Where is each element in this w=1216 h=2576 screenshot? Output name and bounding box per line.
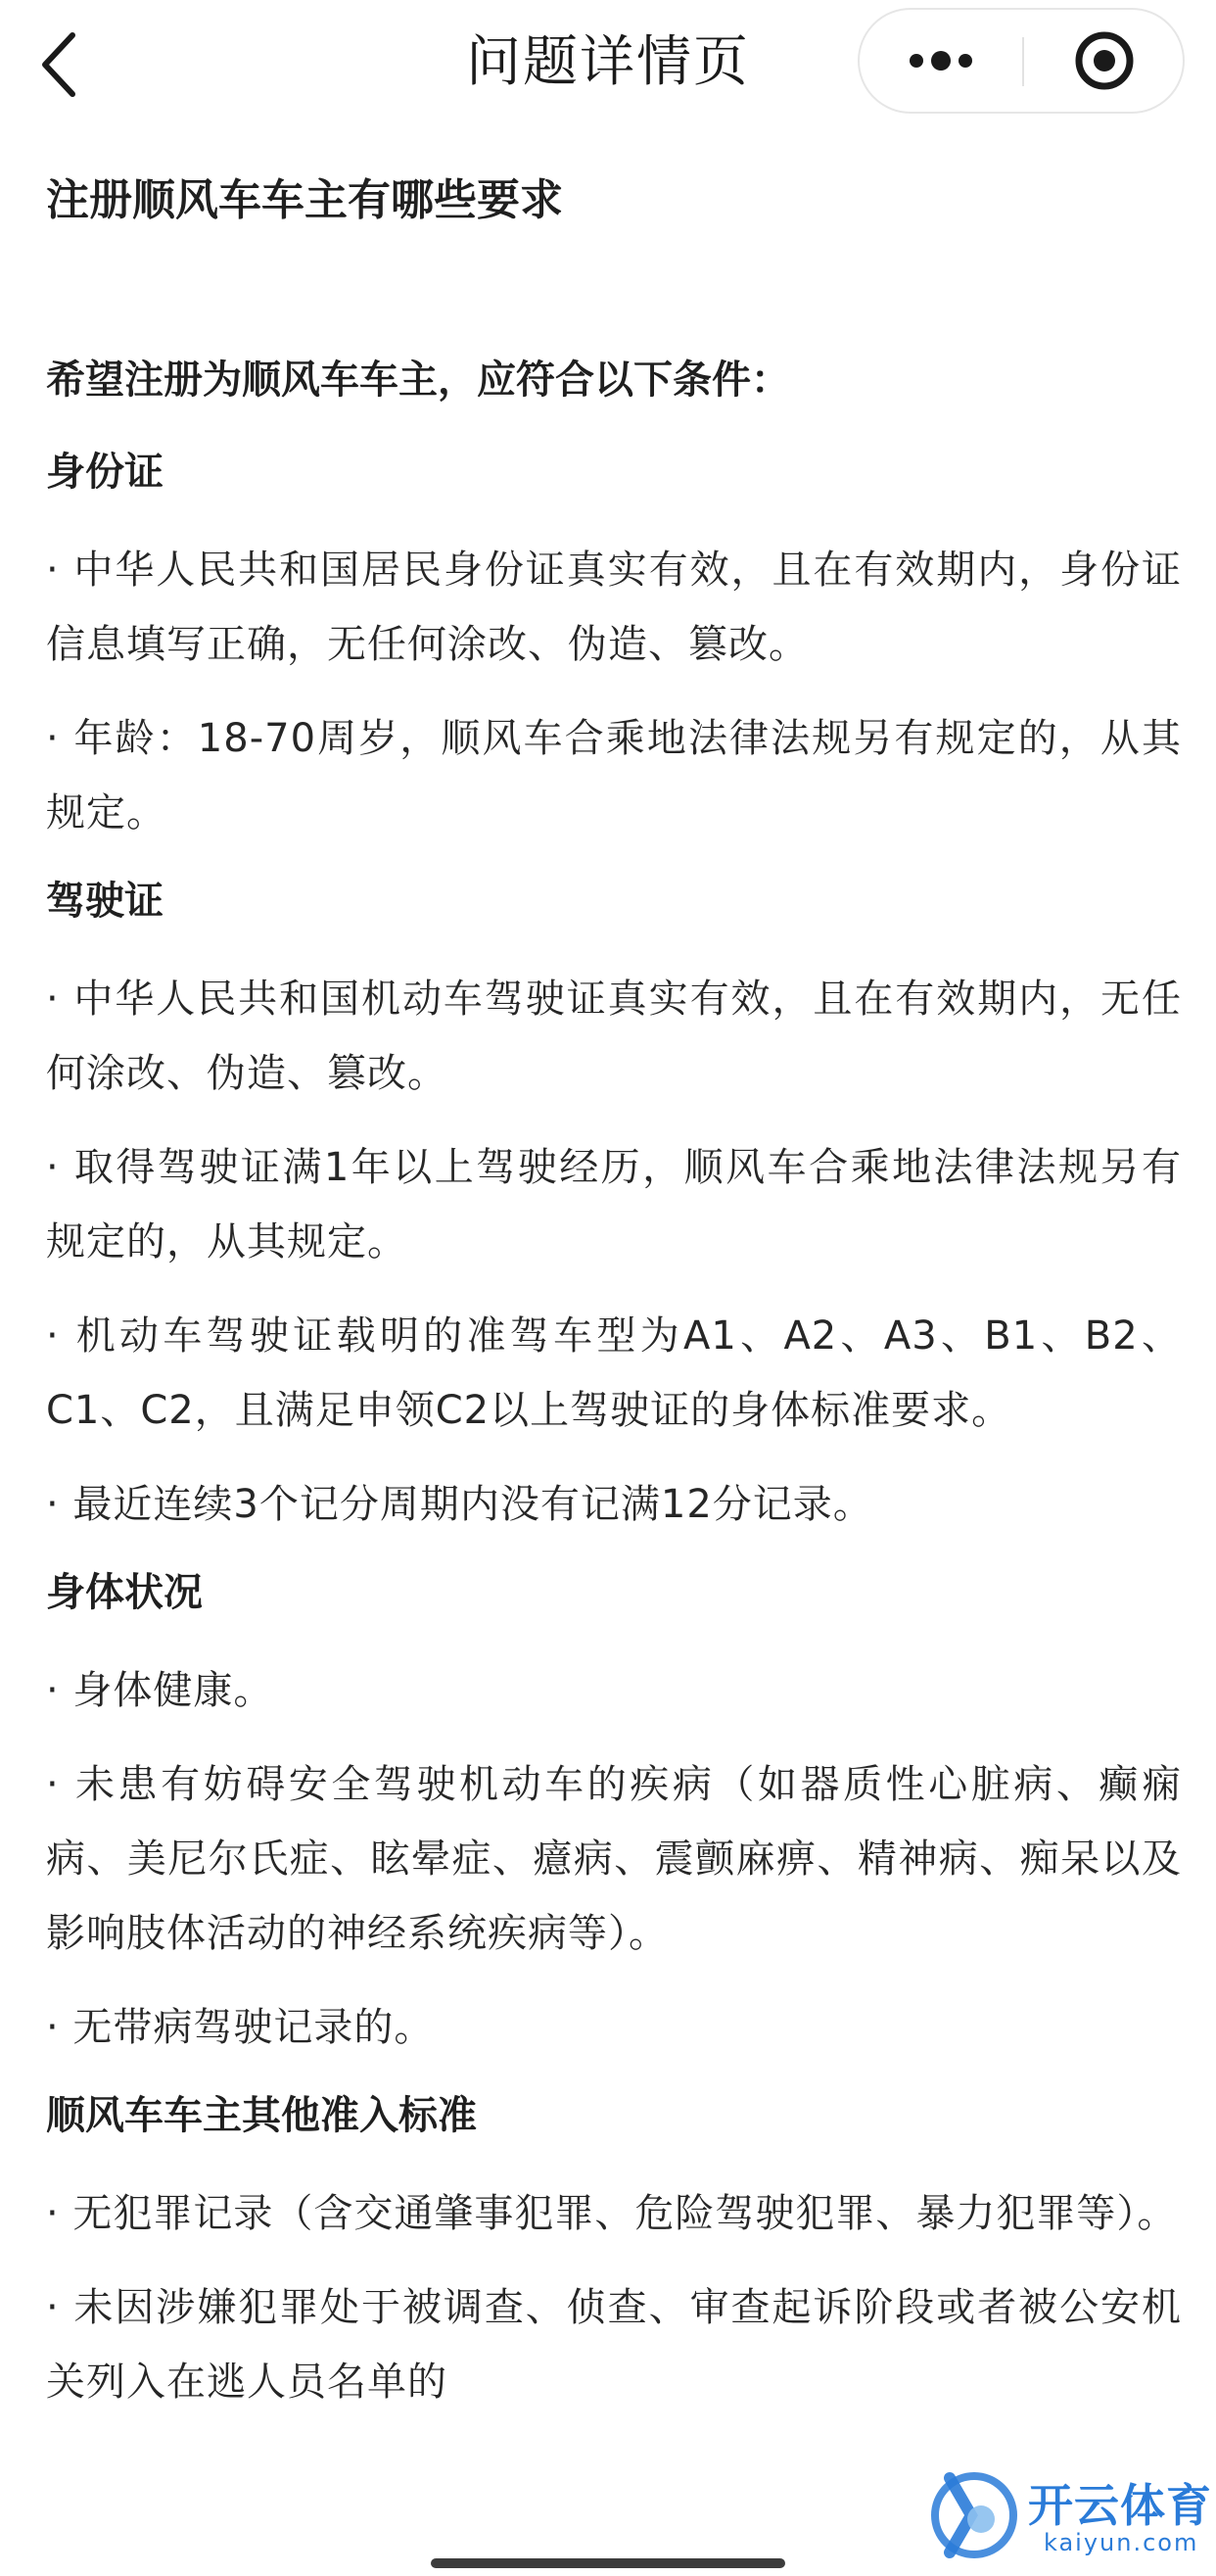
list-item: · 无带病驾驶记录的。 (46, 2005, 435, 2050)
home-indicator[interactable] (431, 2558, 785, 2568)
section-heading-id-card: 身份证 (46, 450, 164, 495)
navigation-bar (0, 0, 1216, 125)
watermark-logo-icon (920, 2458, 1028, 2566)
list-item: · 中华人民共和国居民身份证真实有效，且在有效期内，身份证信息填写正确，无任何涂改、伪造、篡改。 (46, 548, 1182, 667)
list-item: · 中华人民共和国机动车驾驶证真实有效，且在有效期内，无任何涂改、伪造、篡改。 (46, 977, 1182, 1096)
section-heading-other-standards: 顺风车车主其他准入标准 (46, 2093, 477, 2138)
target-close-icon (1024, 10, 1185, 112)
list-item: · 无犯罪记录（含交通肇事犯罪、危险驾驶犯罪、暴力犯罪等）。 (46, 2191, 1178, 2236)
list-item: · 取得驾驶证满1年以上驾驶经历，顺风车合乘地法律法规另有规定的，从其规定。 (46, 1145, 1182, 1264)
watermark-subtext: kaiyun.com (1044, 2529, 1199, 2556)
section-heading-health: 身体状况 (46, 1570, 203, 1615)
list-item: · 最近连续3个记分周期内没有记满12分记录。 (46, 1482, 873, 1527)
watermark-text: 开云体育 (1028, 2479, 1212, 2532)
mini-program-capsule (858, 8, 1185, 114)
page-title: 问题详情页 (466, 30, 750, 94)
question-title: 注册顺风车车主有哪些要求 (46, 175, 563, 225)
list-item: · 未因涉嫌犯罪处于被调查、侦查、审查起诉阶段或者被公安机关列入在逃人员名单的 (46, 2285, 1182, 2405)
more-button[interactable] (860, 10, 1022, 112)
close-mini-program-button[interactable] (1024, 10, 1185, 112)
watermark (920, 2458, 1214, 2566)
more-dots-icon (860, 10, 1022, 112)
article-content (46, 167, 1182, 2439)
section-heading-driver-license: 驾驶证 (46, 879, 164, 924)
list-item: · 未患有妨碍安全驾驶机动车的疾病（如器质性心脏病、癫痫病、美尼尔氏症、眩晕症、癔病、震颤麻痹、精神病、痴呆以及影响肢体活动的神经系统疾病等）。 (46, 1762, 1182, 1956)
list-item: · 机动车驾驶证载明的准驾车型为A1、A2、A3、B1、B2、C1、C2，且满足申领C2以上驾驶证的身体标准要求。 (46, 1313, 1182, 1433)
list-item: · 身体健康。 (46, 1668, 274, 1713)
intro-text: 希望注册为顺风车车主，应符合以下条件： (46, 358, 790, 403)
list-item: · 年龄：18-70周岁，顺风车合乘地法律法规另有规定的，从其规定。 (46, 716, 1182, 835)
